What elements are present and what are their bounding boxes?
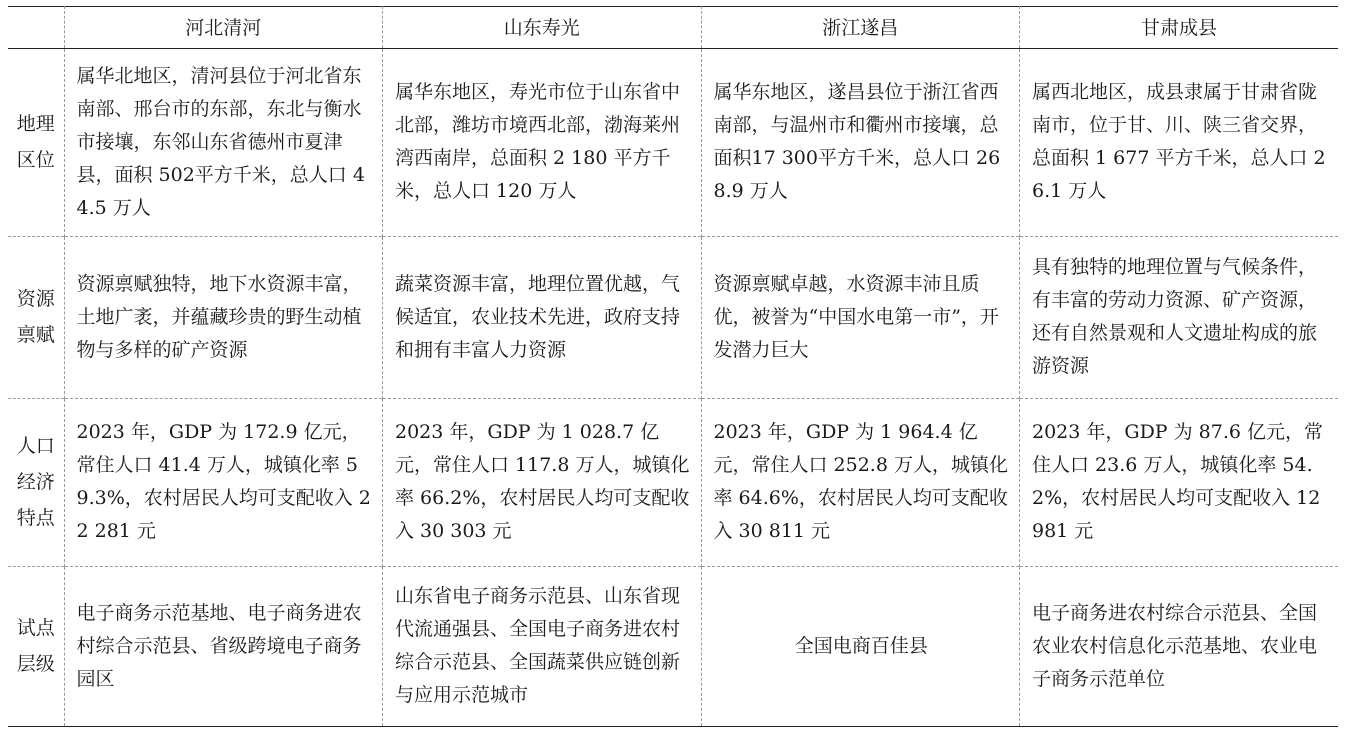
cell-qinghe-pilot: 电子商务示范基地、电子商务进农村综合示范县、省级跨境电子商务园区 — [64, 566, 383, 726]
cell-suichang-pilot: 全国电商百佳县 — [701, 566, 1020, 726]
row-label: 地理区位 — [16, 113, 55, 171]
row-population-economy — [8, 398, 1338, 566]
header-gansu-chengxian: 甘肃成县 — [1020, 6, 1339, 48]
cell-suichang-location: 属华东地区，遂昌县位于浙江省西南部，与温州市和衢州市接壤，总面积17 300平方千米，总人口 268.9 万人 — [701, 48, 1020, 236]
cell-chengxian-economy: 2023 年，GDP 为 87.6 亿元，常住人口 23.6 万人，城镇化率 54.2%，农村居民人均可支配收入 12 981 元 — [1020, 398, 1339, 566]
row-label: 试点层级 — [16, 617, 55, 675]
cell-shouguang-pilot: 山东省电子商务示范县、山东省现代流通强县、全国电子商务进农村综合示范县、全国蔬菜供应链创新与应用示范城市 — [383, 566, 702, 726]
cell-chengxian-location: 属西北地区，成县隶属于甘肃省陇南市，位于甘、川、陕三省交界，总面积 1 677 平方千米，总人口 26.1 万人 — [1020, 48, 1339, 236]
row-label: 资源禀赋 — [16, 288, 55, 346]
header-corner — [8, 6, 64, 48]
cell-qinghe-resources: 资源禀赋独特，地下水资源丰富，土地广袤，并蕴藏珍贵的野生动植物与多样的矿产资源 — [64, 236, 383, 398]
header-shandong-shouguang: 山东寿光 — [383, 6, 702, 48]
cell-qinghe-location: 属华北地区，清河县位于河北省东南部、邢台市的东部，东北与衡水市接壤，东邻山东省德州市夏津县，面积 502平方千米，总人口 44.5 万人 — [64, 48, 383, 236]
cell-shouguang-location: 属华东地区，寿光市位于山东省中北部，潍坊市境西北部，渤海莱州湾西南岸，总面积 2 180 平方千米，总人口 120 万人 — [383, 48, 702, 236]
cell-chengxian-resources: 具有独特的地理位置与气候条件，有丰富的劳动力资源、矿产资源，还有自然景观和人文遗址构成的旅游资源 — [1020, 236, 1339, 398]
header-zhejiang-suichang: 浙江遂昌 — [701, 6, 1020, 48]
row-pilot-level — [8, 566, 1338, 726]
cell-shouguang-resources: 蔬菜资源丰富，地理位置优越，气候适宜，农业技术先进，政府支持和拥有丰富人力资源 — [383, 236, 702, 398]
table-header — [8, 6, 1338, 48]
row-geographic-location — [8, 48, 1338, 236]
cell-qinghe-economy: 2023 年，GDP 为 172.9 亿元，常住人口 41.4 万人，城镇化率 59.3%，农村居民人均可支配收入 22 281 元 — [64, 398, 383, 566]
cell-shouguang-economy: 2023 年，GDP 为 1 028.7 亿元，常住人口 117.8 万人，城镇化率 66.2%，农村居民人均可支配收入 30 303 元 — [383, 398, 702, 566]
cell-chengxian-pilot: 电子商务进农村综合示范县、全国农业农村信息化示范基地、农业电子商务示范单位 — [1020, 566, 1339, 726]
table-body — [8, 48, 1338, 726]
comparison-table — [8, 6, 1338, 727]
header-row — [8, 6, 1338, 48]
row-resource-endowment — [8, 236, 1338, 398]
header-hebei-qinghe: 河北清河 — [64, 6, 383, 48]
cell-suichang-resources: 资源禀赋卓越，水资源丰沛且质优，被誉为“中国水电第一市”，开发潜力巨大 — [701, 236, 1020, 398]
row-label: 人口经济特点 — [16, 435, 55, 529]
cell-suichang-economy: 2023 年，GDP 为 1 964.4 亿元，常住人口 252.8 万人，城镇化率 64.6%，农村居民人均可支配收入 30 811 元 — [701, 398, 1020, 566]
